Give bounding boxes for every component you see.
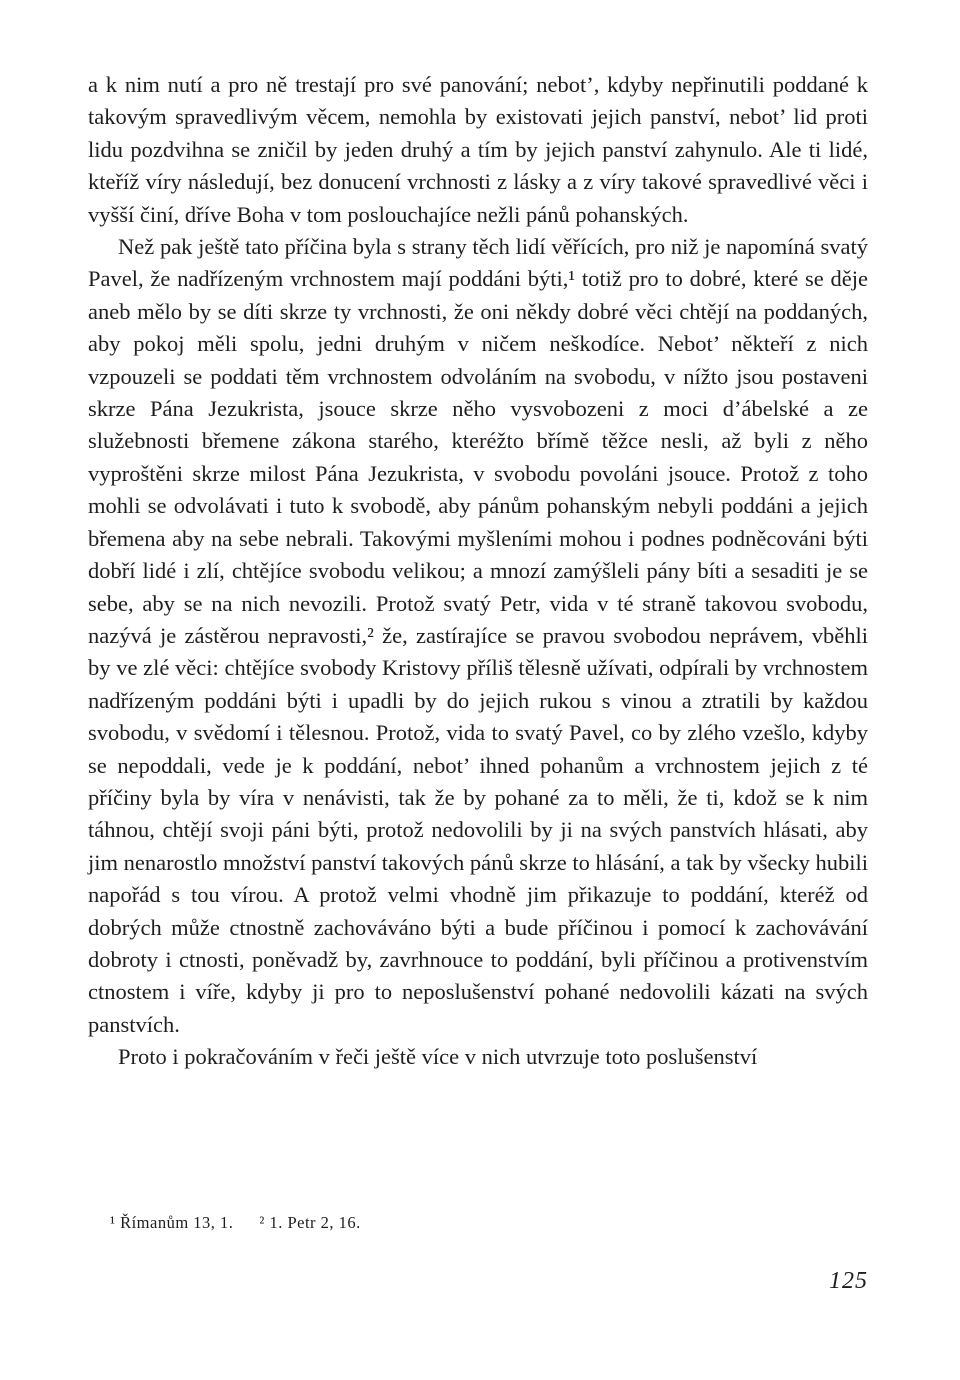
paragraph: a k nim nutí a pro ně trestají pro své panování; nebot’, kdyby nepřinutili poddané k takovým spravedlivým věcem, nemohla by existovati jejich panství, nebot’ lid proti lidu pozdvihna se zničil by jeden druhý a tím by jejich panství zahynulo. Ale ti lidé, kteříž víry následují, bez donucení vrchnosti z lásky a z víry takové spravedlivé věci i vyšší činí, dříve Boha v tom poslouchajíce nežli pánů pohanských. xyxy=(88,72,868,227)
body-text xyxy=(88,69,868,1074)
footnote: ² 1. Petr 2, 16. xyxy=(259,1213,361,1232)
page-number: 125 xyxy=(829,1268,868,1294)
footnote: ¹ Římanům 13, 1. xyxy=(110,1213,234,1232)
footnotes xyxy=(110,1212,361,1234)
paragraph: Proto i pokračováním v řeči ještě více v nich utvrzuje toto poslušenství xyxy=(118,1044,758,1070)
paragraph: Než pak ještě tato příčina byla s strany těch lidí věřících, pro niž je napomíná svatý Pavel, že nadřízeným vrchnostem mají poddáni býti,¹ totiž pro to dobré, které se děje aneb mělo by se díti skrze ty vrchnosti, že oni někdy dobré věci chtějí na poddaných, aby pokoj měli spolu, jedni druhým v ničem neškodíce. Nebot’ někteří z nich vzpouzeli se poddati těm vrchnostem odvoláním na svobodu, v nížto jsou postaveni skrze Pána Jezukrista, jsouce skrze něho vysvobozeni z moci d’ábelské a ze služebnosti břemene zákona starého, kteréžto břímě těžce nesli, až byli z něho vyproštěni skrze milost Pána Jezukrista, v svobodu povoláni jsouce. Protož z toho mohli se odvolávati i tuto k svobodě, aby pánům pohanským nebyli poddáni a jejich břemena aby na sebe nebrali. Takovými myšleními mohou i podnes podněcováni býti dobří lidé i zlí, chtějíce svobodu velikou; a mnozí zamýšleli pány bíti a sesaditi je se sebe, aby se na nich nevozili. Protož svatý Petr, vida v té straně takovou svobodu, nazývá je zástěrou nepravosti,² že, zastírajíce se pravou svobodou neprávem, vběhli by ve zlé věci: chtějíce svobody Kristovy příliš tělesně užívati, odpírali by vrchnostem nadřízeným poddáni býti i upadli by do jejich rukou s vinou a ztratili by každou svobodu, v svědomí i tělesnou. Protož, vida to svatý Pavel, co by zlého vzešlo, kdyby se nepoddali, vede je k poddání, nebot’ ihned pohanům a vrchnostem jejich z té příčiny byla by víra v nenávisti, tak že by pohané za to měli, že ti, kdož se k nim táhnou, chtějí svoji páni býti, protož nedovolili by ji na svých panstvích hlásati, aby jim nenarostlo množství panství takových pánů skrze to hlásání, a tak by všecky hubili napořád s tou vírou. A protož velmi vhodně jim přikazuje to poddání, kteréž od dobrých může ctnostně zachováváno býti a bude příčinou i pomocí k zachovávání dobroty i ctnosti, poněvadž by, zavrhnouce to poddání, byli příčinou a protivenstvím ctnostem i víře, kdyby ji pro to neposlušenství pohané nedovolili kázati na svých panstvích. xyxy=(88,234,868,1037)
